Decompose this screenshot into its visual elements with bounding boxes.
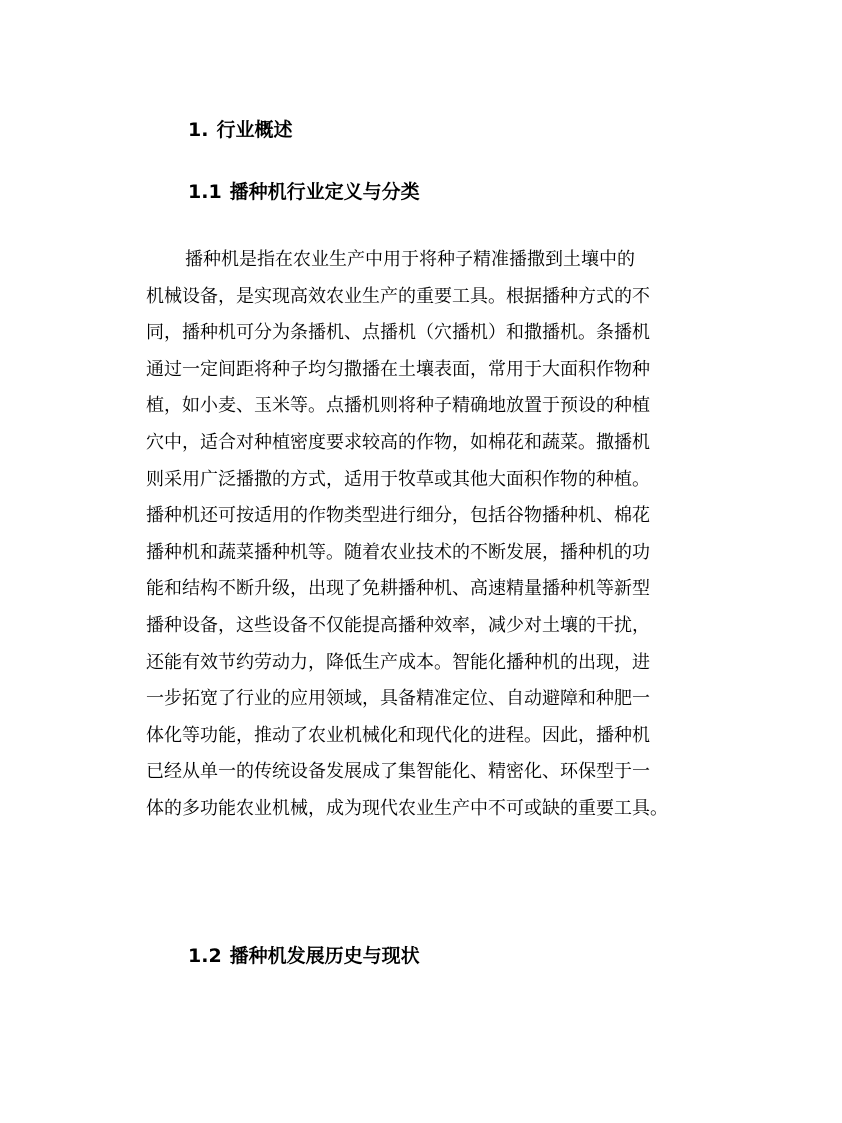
- paragraph-line: 体的多功能农业机械，成为现代农业生产中不可或缺的重要工具。: [146, 797, 668, 819]
- paragraph-line: 还能有效节约劳动力，降低生产成本。智能化播种机的出现，进: [146, 651, 650, 673]
- paragraph-line: 穴中，适合对种植密度要求较高的作物，如棉花和蔬菜。撒播机: [146, 431, 650, 453]
- paragraph-line: 能和结构不断升级，出现了免耕播种机、高速精量播种机等新型: [146, 578, 650, 600]
- section-title: 播种机发展历史与现状: [229, 945, 420, 967]
- section-number: 1.2: [188, 945, 222, 967]
- paragraph-line: 体化等功能，推动了农业机械化和现代化的进程。因此，播种机: [146, 724, 650, 746]
- section-heading-1-1: [188, 180, 420, 204]
- paragraph-line: 一步拓宽了行业的应用领域，具备精准定位、自动避障和种肥一: [146, 688, 650, 710]
- section-number: 1.1: [188, 181, 222, 203]
- paragraph-line: 则采用广泛播撒的方式，适用于牧草或其他大面积作物的种植。: [146, 468, 650, 490]
- paragraph-line: 植，如小麦、玉米等。点播机则将种子精确地放置于预设的种植: [146, 395, 650, 417]
- paragraph-line: 播种设备，这些设备不仅能提高播种效率，减少对土壤的干扰，: [146, 614, 650, 636]
- section-number: 1.: [188, 119, 209, 141]
- section-title: 行业概述: [216, 119, 293, 141]
- section-heading-1: [188, 118, 292, 142]
- paragraph-line: 播种机和蔬菜播种机等。随着农业技术的不断发展，播种机的功: [146, 541, 650, 563]
- paragraph-line: 已经从单一的传统设备发展成了集智能化、精密化、环保型于一: [146, 761, 650, 783]
- section-title: 播种机行业定义与分类: [229, 181, 420, 203]
- paragraph-line: 机械设备，是实现高效农业生产的重要工具。根据播种方式的不: [146, 285, 650, 307]
- paragraph-line: 同，播种机可分为条播机、点播机（穴播机）和撒播机。条播机: [146, 322, 650, 344]
- paragraph-line: 播种机还可按适用的作物类型进行细分，包括谷物播种机、棉花: [146, 505, 650, 527]
- paragraph-line: 通过一定间距将种子均匀撒播在土壤表面，常用于大面积作物种: [146, 358, 650, 380]
- section-heading-1-2: [188, 944, 420, 968]
- paragraph-line: 播种机是指在农业生产中用于将种子精准播撒到土壤中的: [185, 249, 635, 270]
- body-paragraph: [146, 242, 706, 828]
